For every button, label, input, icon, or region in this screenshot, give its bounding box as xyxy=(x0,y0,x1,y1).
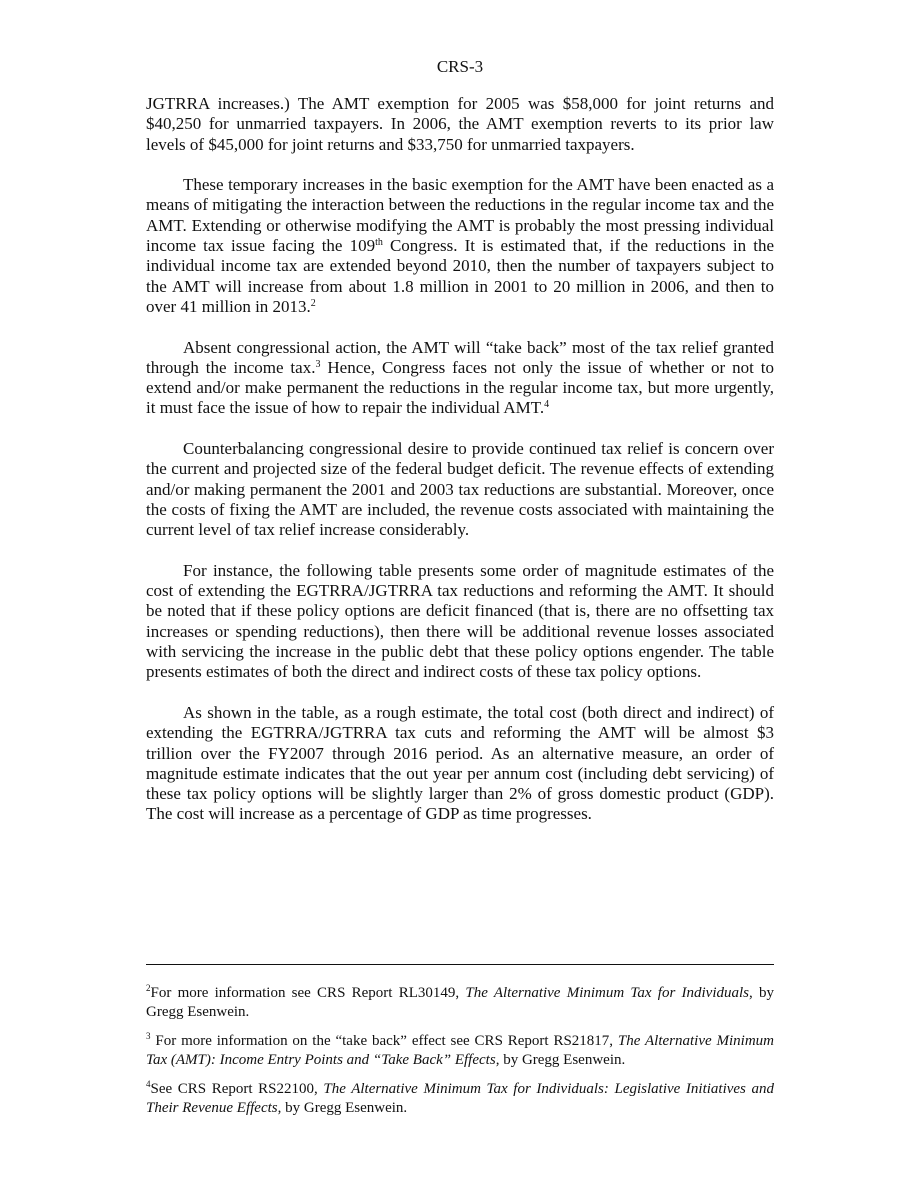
footnote-title: The Alternative Minimum Tax for Individuals: Legislative Initiatives and Their Revenue Effects xyxy=(146,1081,774,1116)
footnote-title: The Alternative Minimum Tax (AMT): Income Entry Points and “Take Back” Effects xyxy=(146,1033,775,1068)
footnote-ref-2[interactable]: 2 xyxy=(310,297,316,309)
body-text xyxy=(146,94,774,845)
paragraph-4: Counterbalancing congressional desire to provide continued tax relief is concern over the current and projected size of the federal budget deficit. The revenue effects of extending and/or making permanent the 2001 and 2003 tax reductions are substantial. Moreover, once the costs of fixing the AMT are included, the revenue costs associated with maintaining the current level of tax relief increase considerably. xyxy=(146,439,774,540)
footnote-text: For more information see CRS Report RL30149, xyxy=(150,985,466,1001)
footnotes xyxy=(146,984,774,1128)
footnote-number: 3 xyxy=(146,1031,151,1041)
footnote-author: , by Gregg Esenwein. xyxy=(495,1051,626,1068)
footnote-number: 4 xyxy=(146,1079,151,1089)
paragraph-2-text-b: Congress. It is estimated that, if the reductions in the individual income tax are extended beyond 2010, then the number of taxpayers subject to the AMT will increase from about 1.8 million in 2001 to 20 million in 2006, and then to over 41 million in 2013. xyxy=(146,236,774,316)
ordinal-superscript: th xyxy=(375,237,383,249)
footnote-ref-3[interactable]: 3 xyxy=(315,358,321,370)
page-number: CRS-3 xyxy=(436,57,484,76)
paragraph-2-text-a: These temporary increases in the basic exemption for the AMT have been enacted as a means of mitigating the interaction between the reductions in the regular income tax and the AMT. Extending or otherwise modifying the AMT is probably the most pressing individual income tax issue facing the 109 xyxy=(146,175,774,256)
paragraph-2 xyxy=(146,175,774,317)
footnote-author: , by Gregg Esenwein. xyxy=(277,1099,408,1116)
footnote-number: 2 xyxy=(146,983,151,993)
footnote-ref-4[interactable]: 4 xyxy=(544,399,550,411)
footnote-text: See CRS Report RS22100, xyxy=(150,1081,324,1097)
paragraph-3-text-a: Absent congressional action, the AMT will “take back” most of the tax relief granted through the income tax. xyxy=(146,337,774,377)
footnote-divider xyxy=(146,964,774,965)
footnote-title: The Alternative Minimum Tax for Individuals xyxy=(465,985,750,1001)
footnote-text: For more information on the “take back” effect see CRS Report RS21817, xyxy=(155,1033,618,1049)
footnote-author: , by Gregg Esenwein. xyxy=(146,985,774,1020)
paragraph-3 xyxy=(146,338,774,419)
footnote xyxy=(146,984,774,1021)
paragraph-5: For instance, the following table presents some order of magnitude estimates of the cost of extending the EGTRRA/JGTRRA tax reductions and reforming the AMT. It should be noted that if these policy options are deficit financed (that is, there are no offsetting tax increases or spending reductions), then there will be additional revenue losses associated with servicing the increase in the public debt that these policy options engender. The table presents estimates of both the direct and indirect costs of these tax policy options. xyxy=(146,560,774,682)
paragraph-3-text-b: Hence, Congress faces not only the issue of whether or not to extend and/or make permanent the reductions in the regular income tax, but more urgently, it must face the issue of how to repair the individual AMT. xyxy=(146,357,774,418)
footnote xyxy=(146,1032,774,1069)
footnote xyxy=(146,1080,774,1117)
paragraph-1: JGTRRA increases.) The AMT exemption for 2005 was $58,000 for joint returns and $40,250 for unmarried taxpayers. In 2006, the AMT exemption reverts to its prior law levels of $45,000 for joint returns and $33,750 for unmarried taxpayers. xyxy=(146,94,774,154)
paragraph-6: As shown in the table, as a rough estimate, the total cost (both direct and indirect) of extending the EGTRRA/JGTRRA tax cuts and reforming the AMT will be almost $3 trillion over the FY2007 through 2016 period. As an alternative measure, an order of magnitude estimate indicates that the out year per annum cost (including debt servicing) of these tax policy options will be slightly larger than 2% of gross domestic product (GDP). The cost will increase as a percentage of GDP as time progresses. xyxy=(146,702,774,824)
